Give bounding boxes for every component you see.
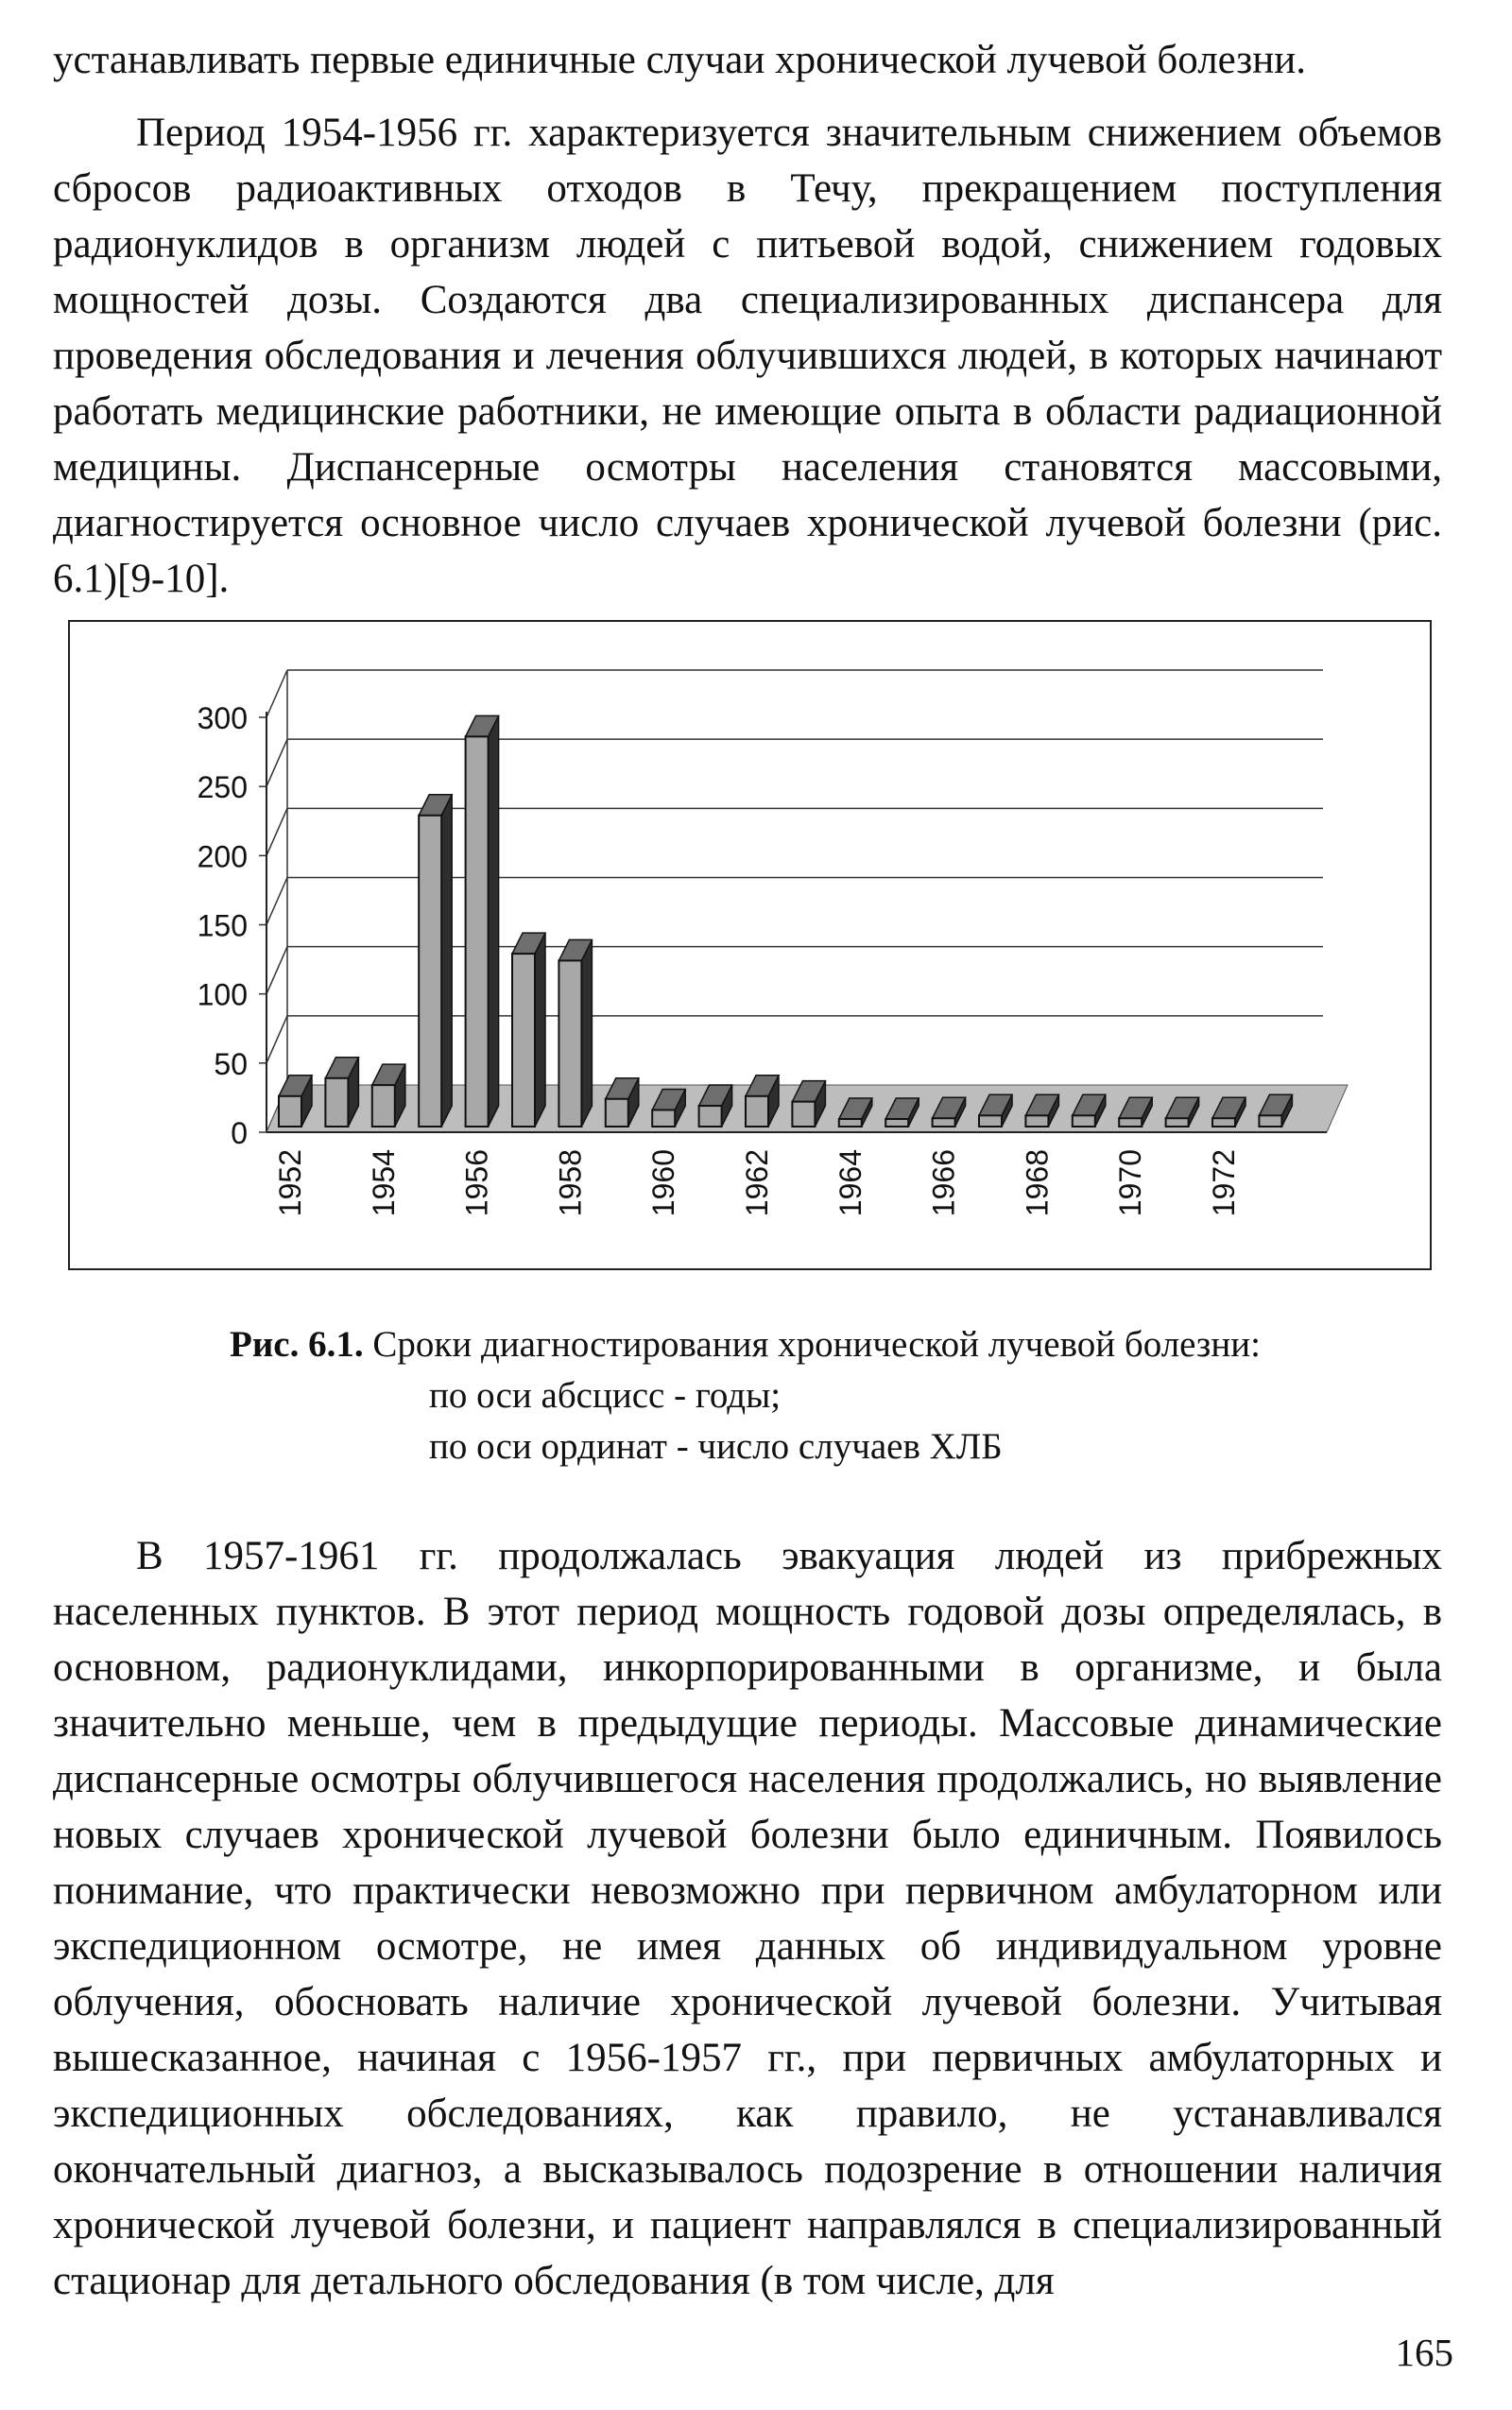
bar-1963: [792, 1102, 815, 1127]
bar-side: [441, 795, 452, 1127]
bar-1953: [325, 1078, 348, 1127]
bar-1954: [372, 1085, 395, 1127]
bar-1972: [1212, 1118, 1235, 1127]
x-tick-label: 1958: [553, 1149, 588, 1217]
bar-1955: [419, 816, 441, 1127]
paragraph-1954-1956: Период 1954-1956 гг. характеризуется значительным снижением объемов сбросов радиоактивных отходов в Течу, прекращением поступления радионуклидов в организм людей с питьевой водой, снижением годовых мощностей дозы. Создаются два специализированных диспансера для проведения обследования и лечения облучившихся людей, в которых начинают работать медицинские работники, не имеющие опыта в области радиационной медицины. Диспансерные осмотры населения становятся массовыми, диагностируется основное число случаев хронической лучевой болезни (рис. 6.1)[9-10].: [53, 111, 1442, 601]
figure-caption-title: [230, 1321, 1261, 1369]
bar-1959: [606, 1099, 628, 1127]
bar-1962: [746, 1096, 768, 1127]
bar-1966: [933, 1118, 955, 1127]
bar-1969: [1073, 1115, 1095, 1127]
y-tick-label: 200: [197, 839, 248, 874]
x-tick-label: 1954: [366, 1149, 401, 1217]
x-tick-label: 1956: [459, 1149, 494, 1217]
y-tick-label: 100: [197, 977, 248, 1012]
x-tick-label: 1964: [833, 1149, 868, 1217]
x-tick-label: 1952: [273, 1149, 307, 1217]
bar-1968: [1025, 1115, 1048, 1127]
bar-side: [535, 933, 545, 1127]
x-tick-label: 1962: [740, 1149, 774, 1217]
grid-connector: [266, 808, 287, 855]
bar-1957: [512, 954, 535, 1127]
chart-frame: [68, 620, 1432, 1270]
x-tick-label: 1970: [1113, 1149, 1148, 1217]
grid-connector: [266, 670, 287, 717]
grid-connector: [266, 739, 287, 786]
bar-1964: [839, 1119, 862, 1127]
y-tick-label: 250: [197, 770, 248, 805]
bar-side: [581, 939, 592, 1127]
bar-1973: [1259, 1115, 1281, 1127]
figure-caption-y-note: по оси ординат - число случаев ХЛБ: [429, 1426, 1003, 1467]
grid-connector: [266, 878, 287, 925]
bar-side: [489, 715, 499, 1127]
bar-1958: [558, 960, 581, 1127]
bar-1956: [466, 736, 489, 1127]
bar-1960: [652, 1110, 675, 1127]
x-tick-label: 1972: [1207, 1149, 1241, 1217]
figure-caption-text: Сроки диагностирования хронической лучевой болезни:: [363, 1324, 1261, 1365]
bar-1970: [1119, 1118, 1142, 1127]
y-tick-label: 150: [197, 908, 248, 943]
grid-connector: [266, 1016, 287, 1063]
bar-chart: [70, 622, 1429, 1267]
y-tick-label: 300: [197, 701, 248, 735]
figure-label: Рис. 6.1.: [230, 1324, 364, 1365]
bar-1952: [279, 1096, 301, 1127]
x-tick-label: 1968: [1020, 1149, 1055, 1217]
bar-1961: [699, 1106, 722, 1127]
paragraph-1957-1961: В 1957-1961 гг. продолжалась эвакуация людей из прибрежных населенных пунктов. В этот период мощность годовой дозы определялась, в основном, радионуклидами, инкорпорированными в организме, и была значительно меньше, чем в предыдущие периоды. Массовые динамические диспансерные осмотры облучившегося населения продолжались, но выявление новых случаев хронической лучевой болезни было единичным. Появилось понимание, что практически невозможно при первичном амбулаторном или экспедиционном осмотре, не имея данных об индивидуальном уровне облучения, обосновать наличие хронической лучевой болезни. Учитывая вышесказанное, начиная с 1956-1957 гг., при первичных амбулаторных и экспедиционных обследованиях, как правило, не устанавливался окончательный диагноз, а высказывалось подозрение в отношении наличия хронической лучевой болезни, и пациент направлялся в специализированный стационар для детального обследования (в том числе, для: [53, 1534, 1442, 2303]
page-number: 165: [1395, 2331, 1453, 2374]
y-tick-label: 0: [231, 1116, 248, 1150]
bar-1967: [979, 1115, 1002, 1127]
grid-connector: [266, 947, 287, 994]
figure-caption-x-note: по оси абсцисс - годы;: [429, 1375, 782, 1416]
x-tick-label: 1966: [926, 1149, 961, 1217]
x-tick-label: 1960: [646, 1149, 681, 1217]
bar-1965: [885, 1119, 908, 1127]
paragraph-intro: устанавливать первые единичные случаи хронической лучевой болезни.: [53, 38, 1307, 82]
y-tick-label: 50: [214, 1046, 248, 1081]
bar-1971: [1166, 1118, 1189, 1127]
